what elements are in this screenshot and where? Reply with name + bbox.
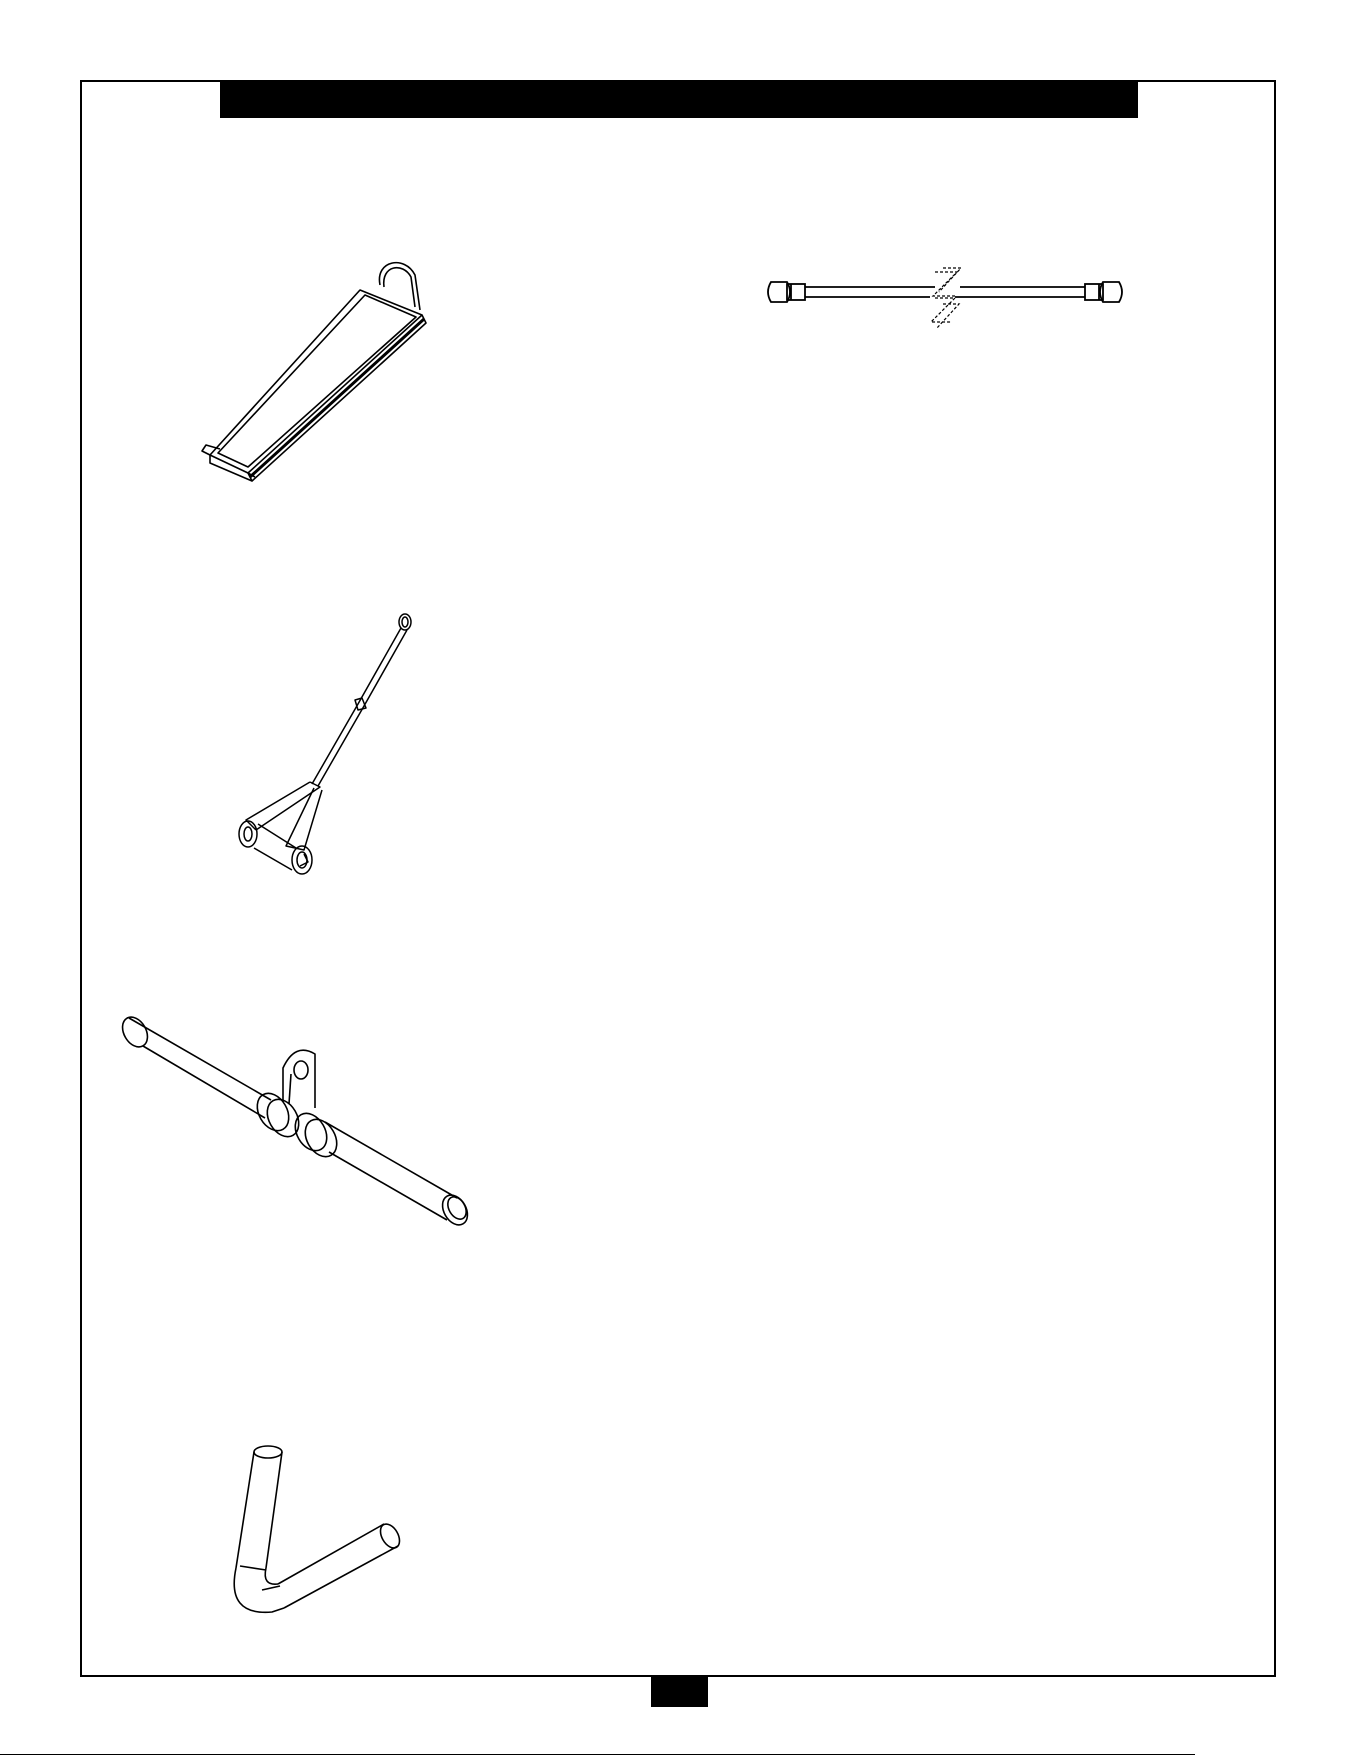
- revolving-bar-icon: [115, 1008, 475, 1228]
- straight-bar-icon: [200, 255, 440, 485]
- header-bar: [220, 80, 1138, 118]
- footer-rule: [0, 1754, 1195, 1755]
- stirrup-handle-figure: [230, 612, 430, 872]
- break-bar-icon: [765, 268, 1125, 338]
- page-number-tab: [651, 1677, 708, 1707]
- bent-grip-bar-icon: [212, 1440, 412, 1620]
- revolving-bar-figure: [115, 1008, 475, 1228]
- straight-bar-figure: [200, 255, 440, 485]
- straight-bar-long-figure: [765, 268, 1125, 338]
- bent-grip-bar-figure: [212, 1440, 412, 1620]
- stirrup-handle-icon: [230, 612, 430, 872]
